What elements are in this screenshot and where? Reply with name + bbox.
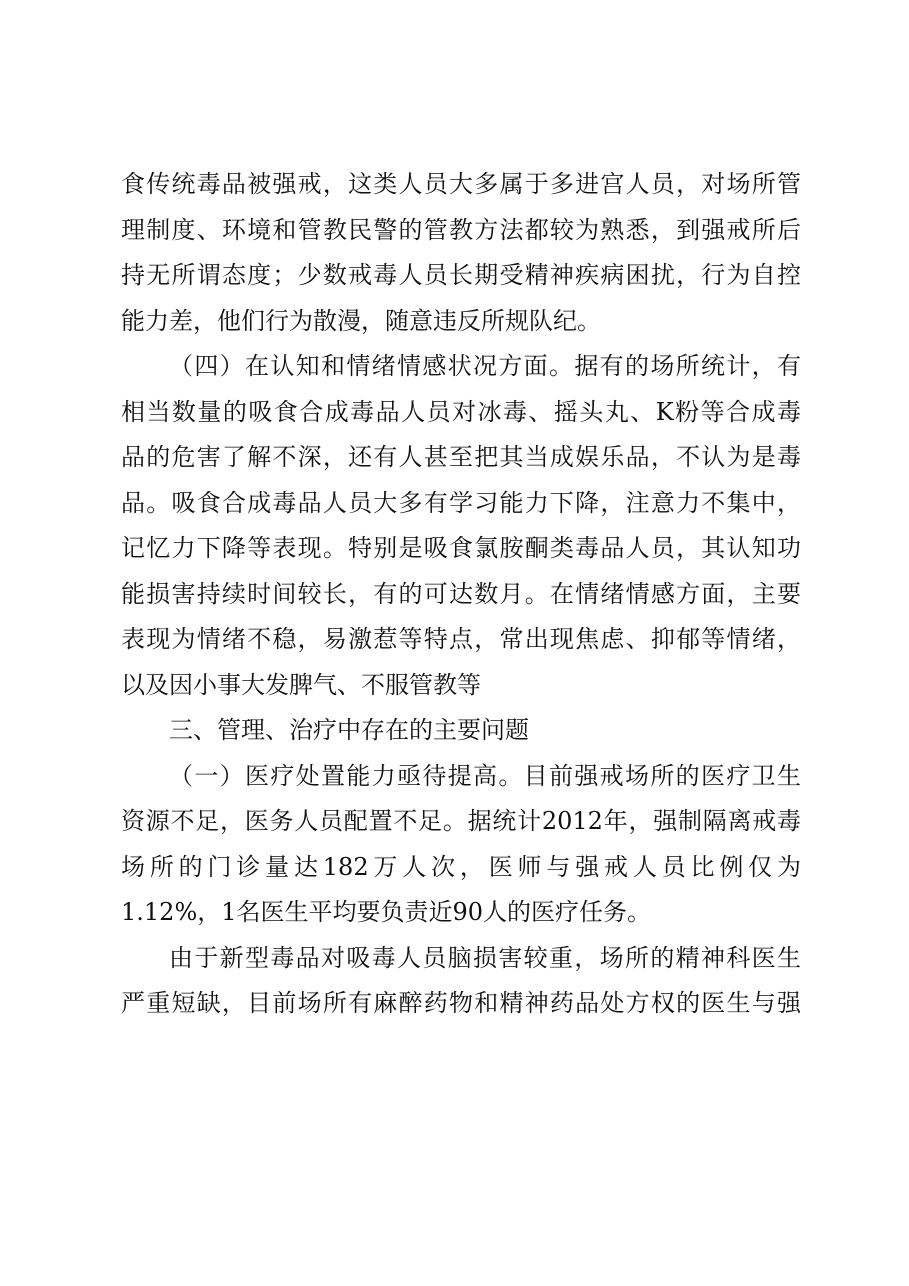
text-line: 场所的门诊量达182万人次，医师与强戒人员比例仅为 xyxy=(121,852,801,881)
text-line: 1.12%，1名医生平均要负责近90人的医疗任务。 xyxy=(121,898,652,926)
text-line: 理制度、环境和管教民警的管教方法都较为熟悉，到强戒所后 xyxy=(121,215,801,244)
text-line: 由于新型毒品对吸毒人员脑损害较重，场所的精神科医生 xyxy=(169,943,801,972)
text-line: 品。吸食合成毒品人员大多有学习能力下降，注意力不集中， xyxy=(121,488,801,517)
text-line: 食传统毒品被强戒，这类人员大多属于多进宫人员，对场所管 xyxy=(121,170,801,198)
text-line: 表现为情绪不稳，易激惹等特点，常出现焦虑、抑郁等情绪， xyxy=(121,625,801,653)
document-body xyxy=(121,162,801,1027)
text-line: 能损害持续时间较长，有的可达数月。在情绪情感方面，主要 xyxy=(121,579,801,608)
section-title: 三、管理、治疗中存在的主要问题 xyxy=(169,716,529,744)
text-line: 资源不足，医务人员配置不足。据统计2012年，强制隔离戒毒 xyxy=(121,807,801,835)
section-heading-line: （一）医疗处置能力亟待提高。目前强戒场所的医疗卫生 xyxy=(169,761,801,790)
text-line: 严重短缺，目前场所有麻醉药物和精神药品处方权的医生与强 xyxy=(121,989,801,1017)
text-line: 持无所谓态度；少数戒毒人员长期受精神疾病困扰，行为自控 xyxy=(121,261,801,289)
text-line: 能力差，他们行为散漫，随意违反所规队纪。 xyxy=(121,306,601,335)
section-heading-line: （四）在认知和情绪情感状况方面。据有的场所统计，有 xyxy=(169,352,801,380)
text-line: 品的危害了解不深，还有人甚至把其当成娱乐品，不认为是毒 xyxy=(121,443,801,471)
text-line: 以及因小事大发脾气、不服管教等 xyxy=(121,670,481,699)
text-line: 相当数量的吸食合成毒品人员对冰毒、摇头丸、K粉等合成毒 xyxy=(121,397,801,426)
text-line: 记忆力下降等表现。特别是吸食氯胺酮类毒品人员，其认知功 xyxy=(121,534,801,562)
